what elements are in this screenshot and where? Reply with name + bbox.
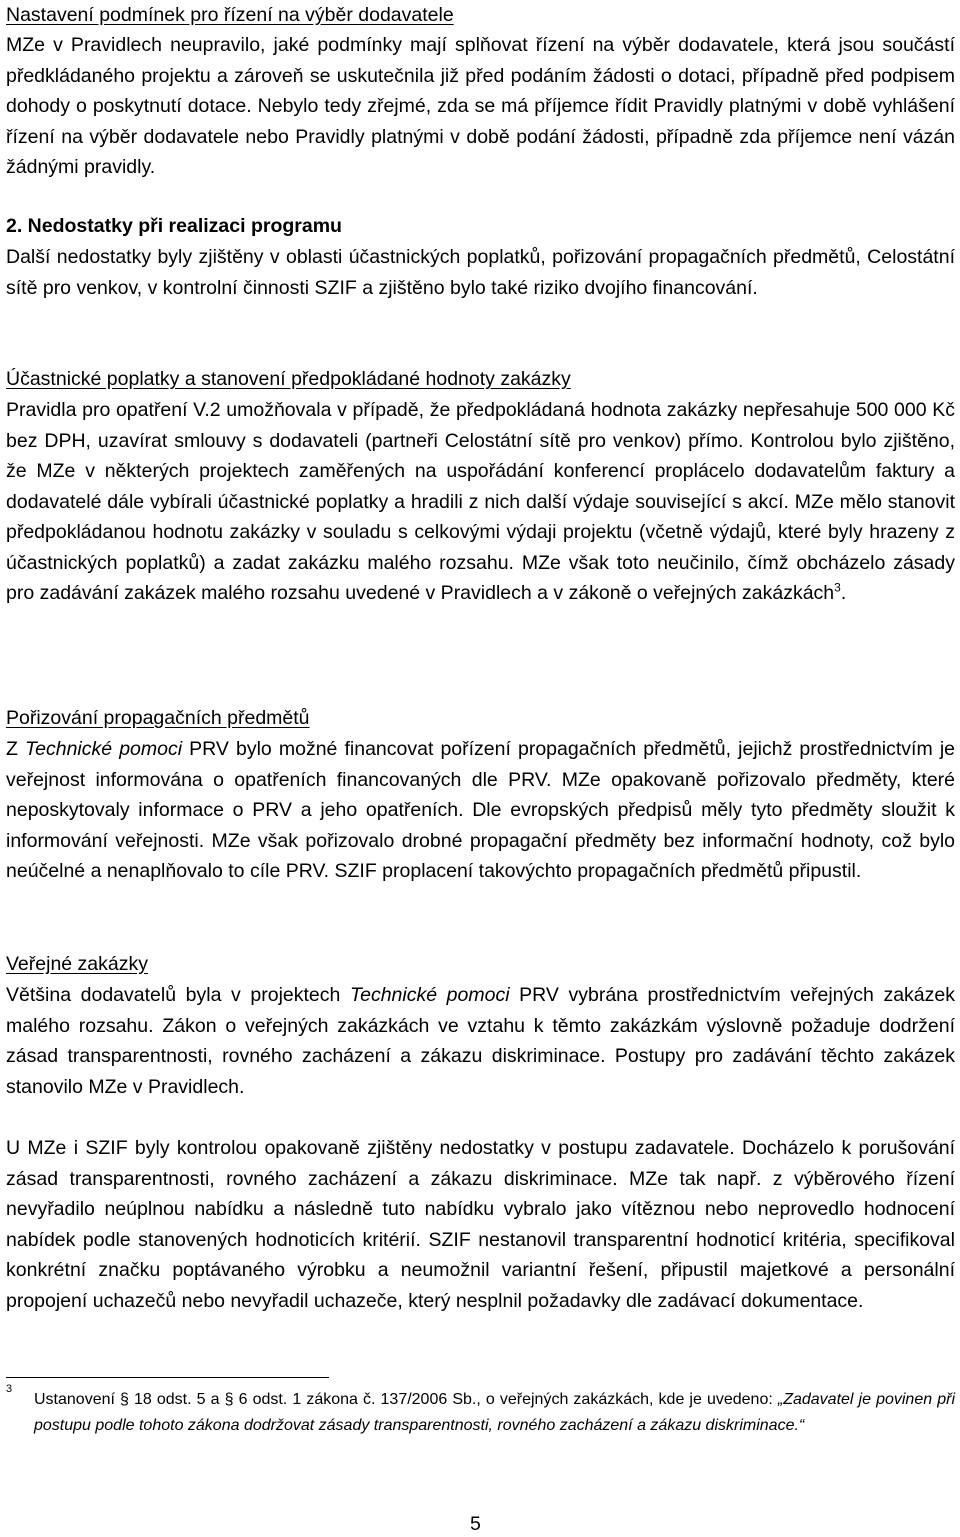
subheading-promotional-items: Pořizování propagačních předmětů (6, 707, 310, 729)
paragraph-deficiencies: Další nedostatky byly zjištěny v oblasti účastnických poplatků, pořizování propagačních předmětů, Celostátní sítě pro venkov, v kontrolní činnosti SZIF a zjištěno bylo také riziko dvojího financování. (6, 246, 955, 299)
footnote-text-plain: Ustanovení § 18 odst. 5 a § 6 odst. 1 zákona č. 137/2006 Sb., o veřejných zakázkách, kde je uvedeno: (34, 1391, 778, 1408)
paragraph-public-italic: Technické pomoci (349, 984, 510, 1006)
paragraph-participant-fees (6, 395, 955, 609)
paragraph-szif-findings: U MZe i SZIF byly kontrolou opakovaně zjištěny nedostatky v postupu zadavatele. Docházelo k porušování zásad transparentnosti, rovného zacházení a zákazu diskriminace. MZe tak např. z výběrového řízení nevyřadilo neúplnou nabídku a následně tuto nabídku vybralo jako vítěznou nebo neprovedlo hodnocení nabídek podle stanovených hodnoticích kritérií. SZIF nestanovil transparentní hodnoticí kritéria, specifikoval konkrétní značku poptávaného výrobku a neumožnil variantní řešení, připustil majetkové a personální propojení uchazečů nebo nevyřadil uchazeče, který nesplnil požadavky dle zadávací dokumentace. (6, 1137, 955, 1312)
section-title-deficiencies: 2. Nedostatky při realizaci programu (6, 215, 342, 237)
footnote-text-quote: „Zadavatel je povinen při postupu podle tohoto zákona dodržovat zásady transparentnosti, rovného zacházení a zákazu diskriminace.“ (34, 1391, 955, 1434)
paragraph-public-contracts (6, 980, 955, 1102)
paragraph-participant-fees-end: . (840, 582, 847, 604)
page-number: 5 (470, 1513, 481, 1535)
footnote-number: 3 (6, 1383, 13, 1395)
paragraph-supplier-selection: MZe v Pravidlech neupravilo, jaké podmínky mají splňovat řízení na výběr dodavatele, která jsou součástí předkládaného projektu a zároveň se uskutečnila již před podáním žádosti o dotaci, případně před podpisem dohody o poskytnutí dotace. Nebylo tedy zřejmé, zda se má příjemce řídit Pravidly platnými v době vyhlášení řízení na výběr dodavatele nebo Pravidly platnými v době podání žádosti, případně zda příjemce není vázán žádnými pravidly. (6, 34, 955, 178)
paragraph-promo-start: Z (6, 738, 26, 760)
footnote-reference: 3 (834, 580, 841, 595)
subheading-participant-fees: Účastnické poplatky a stanovení předpokládané hodnoty zakázky (6, 368, 571, 390)
subheading-public-contracts: Veřejné zakázky (6, 953, 148, 975)
footnote-text (34, 1387, 955, 1438)
paragraph-promotional-items (6, 734, 955, 887)
paragraph-public-rest: PRV vybrána prostřednictvím veřejných zakázek malého rozsahu. Zákon o veřejných zakázkách ve vztahu k těmto zakázkám výslovně požaduje dodržení zásad transparentnosti, rovného zacházení a zákazu diskriminace. Postupy pro zadávání těchto zakázek stanovilo MZe v Pravidlech. (6, 984, 955, 1098)
paragraph-promo-italic: Technické pomoci (25, 738, 183, 760)
paragraph-participant-fees-text: Pravidla pro opatření V.2 umožňovala v případě, že předpokládaná hodnota zakázky nepřesahuje 500 000 Kč bez DPH, uzavírat smlouvy s dodavateli (partneři Celostátní sítě pro venkov) přímo. Kontrolou bylo zjištěno, že MZe v některých projektech zaměřených na uspořádání konferencí proplácelo dodavatelům faktury a dodavatelé dále vybírali účastnické poplatky a hradili z nich další výdaje související s akcí. MZe mělo stanovit předpokládanou hodnotu zakázky v souladu s celkovými výdaji projektu (včetně výdajů, které byly hrazeny z účastnických poplatků) a zadat zakázku malého rozsahu. MZe však toto neučinilo, čímž obcházelo zásady pro zadávání zakázek malého rozsahu uvedené v Pravidlech a v zákoně o veřejných zakázkách (6, 399, 955, 604)
paragraph-promo-rest: PRV bylo možné financovat pořízení propagačních předmětů, jejichž prostřednictvím je veřejnost informována o opatřeních financovaných dle PRV. MZe opakovaně pořizovalo předměty, které neposkytovaly informace o PRV a jeho opatřeních. Dle evropských předpisů měly tyto předměty sloužit k informování veřejnosti. MZe však pořizovalo drobné propagační předměty bez informační hodnoty, což bylo neúčelné a nenaplňovalo to cíle PRV. SZIF proplacení takovýchto propagačních předmětů připustil. (6, 738, 955, 882)
paragraph-public-start: Většina dodavatelů byla v projektech (6, 984, 350, 1006)
section-heading-supplier-selection: Nastavení podmínek pro řízení na výběr dodavatele (6, 4, 454, 26)
footnote-separator (6, 1377, 329, 1378)
